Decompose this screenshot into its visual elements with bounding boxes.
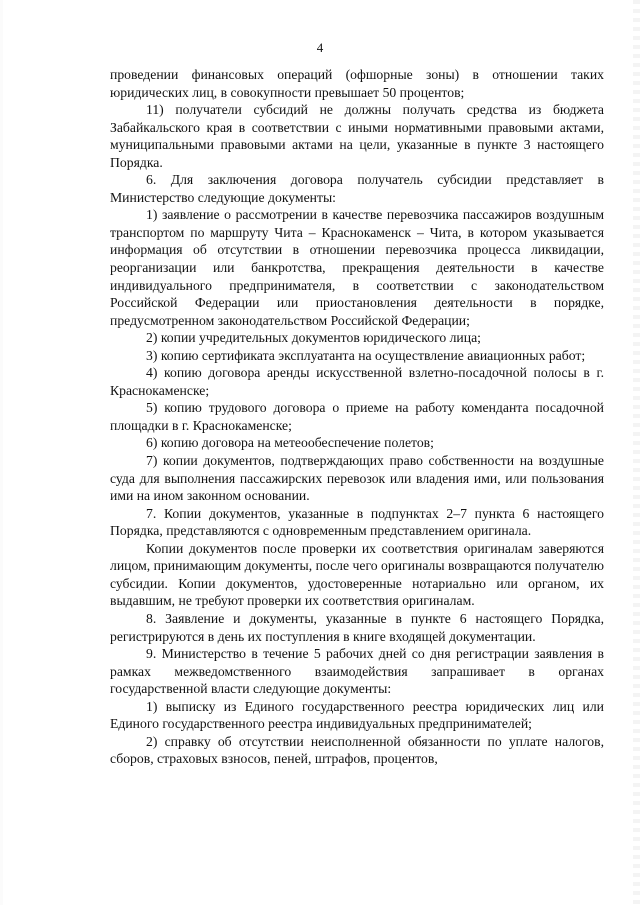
paragraph-subitem-5: 5) копию трудового договора о приеме на работу коменданта посадочной площадки в г. Краснокаменске;: [110, 400, 604, 433]
paragraph-subitem-4: 4) копию договора аренды искусственной взлетно-посадочной полосы в г. Краснокаменске;: [110, 365, 604, 398]
paragraph-subitem-3: 3) копию сертификата эксплуатанта на осуществление авиационных работ;: [146, 347, 586, 363]
paragraph-subitem-2: 2) копии учредительных документов юридического лица;: [146, 330, 481, 346]
paragraph-clause-6: 6. Для заключения договора получатель субсидии представляет в Министерство следующие документы:: [110, 172, 604, 205]
paragraph-item-11: 11) получатели субсидий не должны получать средства из бюджета Забайкальского края в соответствии с иными нормативными правовыми актами, муниципальными правовыми актами на цели, указанные в пункте 3 настоящего Порядка.: [110, 102, 604, 170]
paragraph-subitem-7: 7) копии документов, подтверждающих право собственности на воздушные суда для выполнения пассажирских перевозок или владения ими, или пользования ими на ином законном основании.: [110, 453, 604, 504]
paragraph-clause-7: 7. Копии документов, указанные в подпунктах 2–7 пункта 6 настоящего Порядка, представляются с одновременным представлением оригинала.: [110, 505, 604, 539]
paragraph-clause-8: 8. Заявление и документы, указанные в пункте 6 настоящего Порядка, регистрируются в день их поступления в книге входящей документации.: [110, 610, 604, 644]
paragraph-continuation: проведении финансовых операций (офшорные зоны) в отношении таких юридических лиц, в совокупности превышает 50 процентов;: [110, 67, 604, 100]
page-number: 4: [316, 40, 324, 55]
paragraph-subitem-1: 1) заявление о рассмотрении в качестве перевозчика пассажиров воздушным транспортом по маршруту Чита – Краснокаменск – Чита, в котором указывается информация об отсутствии в отношении перевозчика процесса ликвидации, реорганизации или банкротства, прекращения деятельности в качестве индивидуального предпринимателя, в соответствии с законодательством Российской Федерации или приостановления деятельности в порядке, предусмотренном законодательством Российской Федерации;: [110, 207, 604, 328]
paragraph-request-1: 1) выписку из Единого государственного реестра юридических лиц или Единого государственного реестра индивидуальных предпринимателей;: [110, 698, 604, 732]
document-body: [110, 66, 604, 768]
paragraph-clause-9: 9. Министерство в течение 5 рабочих дней со дня регистрации заявления в рамках межведомственного взаимодействия запрашивает в органах государственной власти следующие документы:: [110, 646, 604, 697]
paragraph-subitem-6: 6) копию договора на метеообеспечение полетов;: [146, 435, 434, 451]
scan-edge-right: [633, 0, 640, 905]
paragraph-request-2: 2) справку об отсутствии неисполненной обязанности по уплате налогов, сборов, страховых взносов, пеней, штрафов, процентов,: [110, 733, 604, 767]
scan-edge-left: [0, 0, 3, 905]
paragraph-copies-verification: Копии документов после проверки их соответствия оригиналам заверяются лицом, принимающим документы, после чего оригиналы возвращаются получателю субсидии. Копии документов, удостоверенные нотариально или органом, их выдавшим, не требуют проверки их соответствия оригиналам.: [110, 540, 604, 609]
